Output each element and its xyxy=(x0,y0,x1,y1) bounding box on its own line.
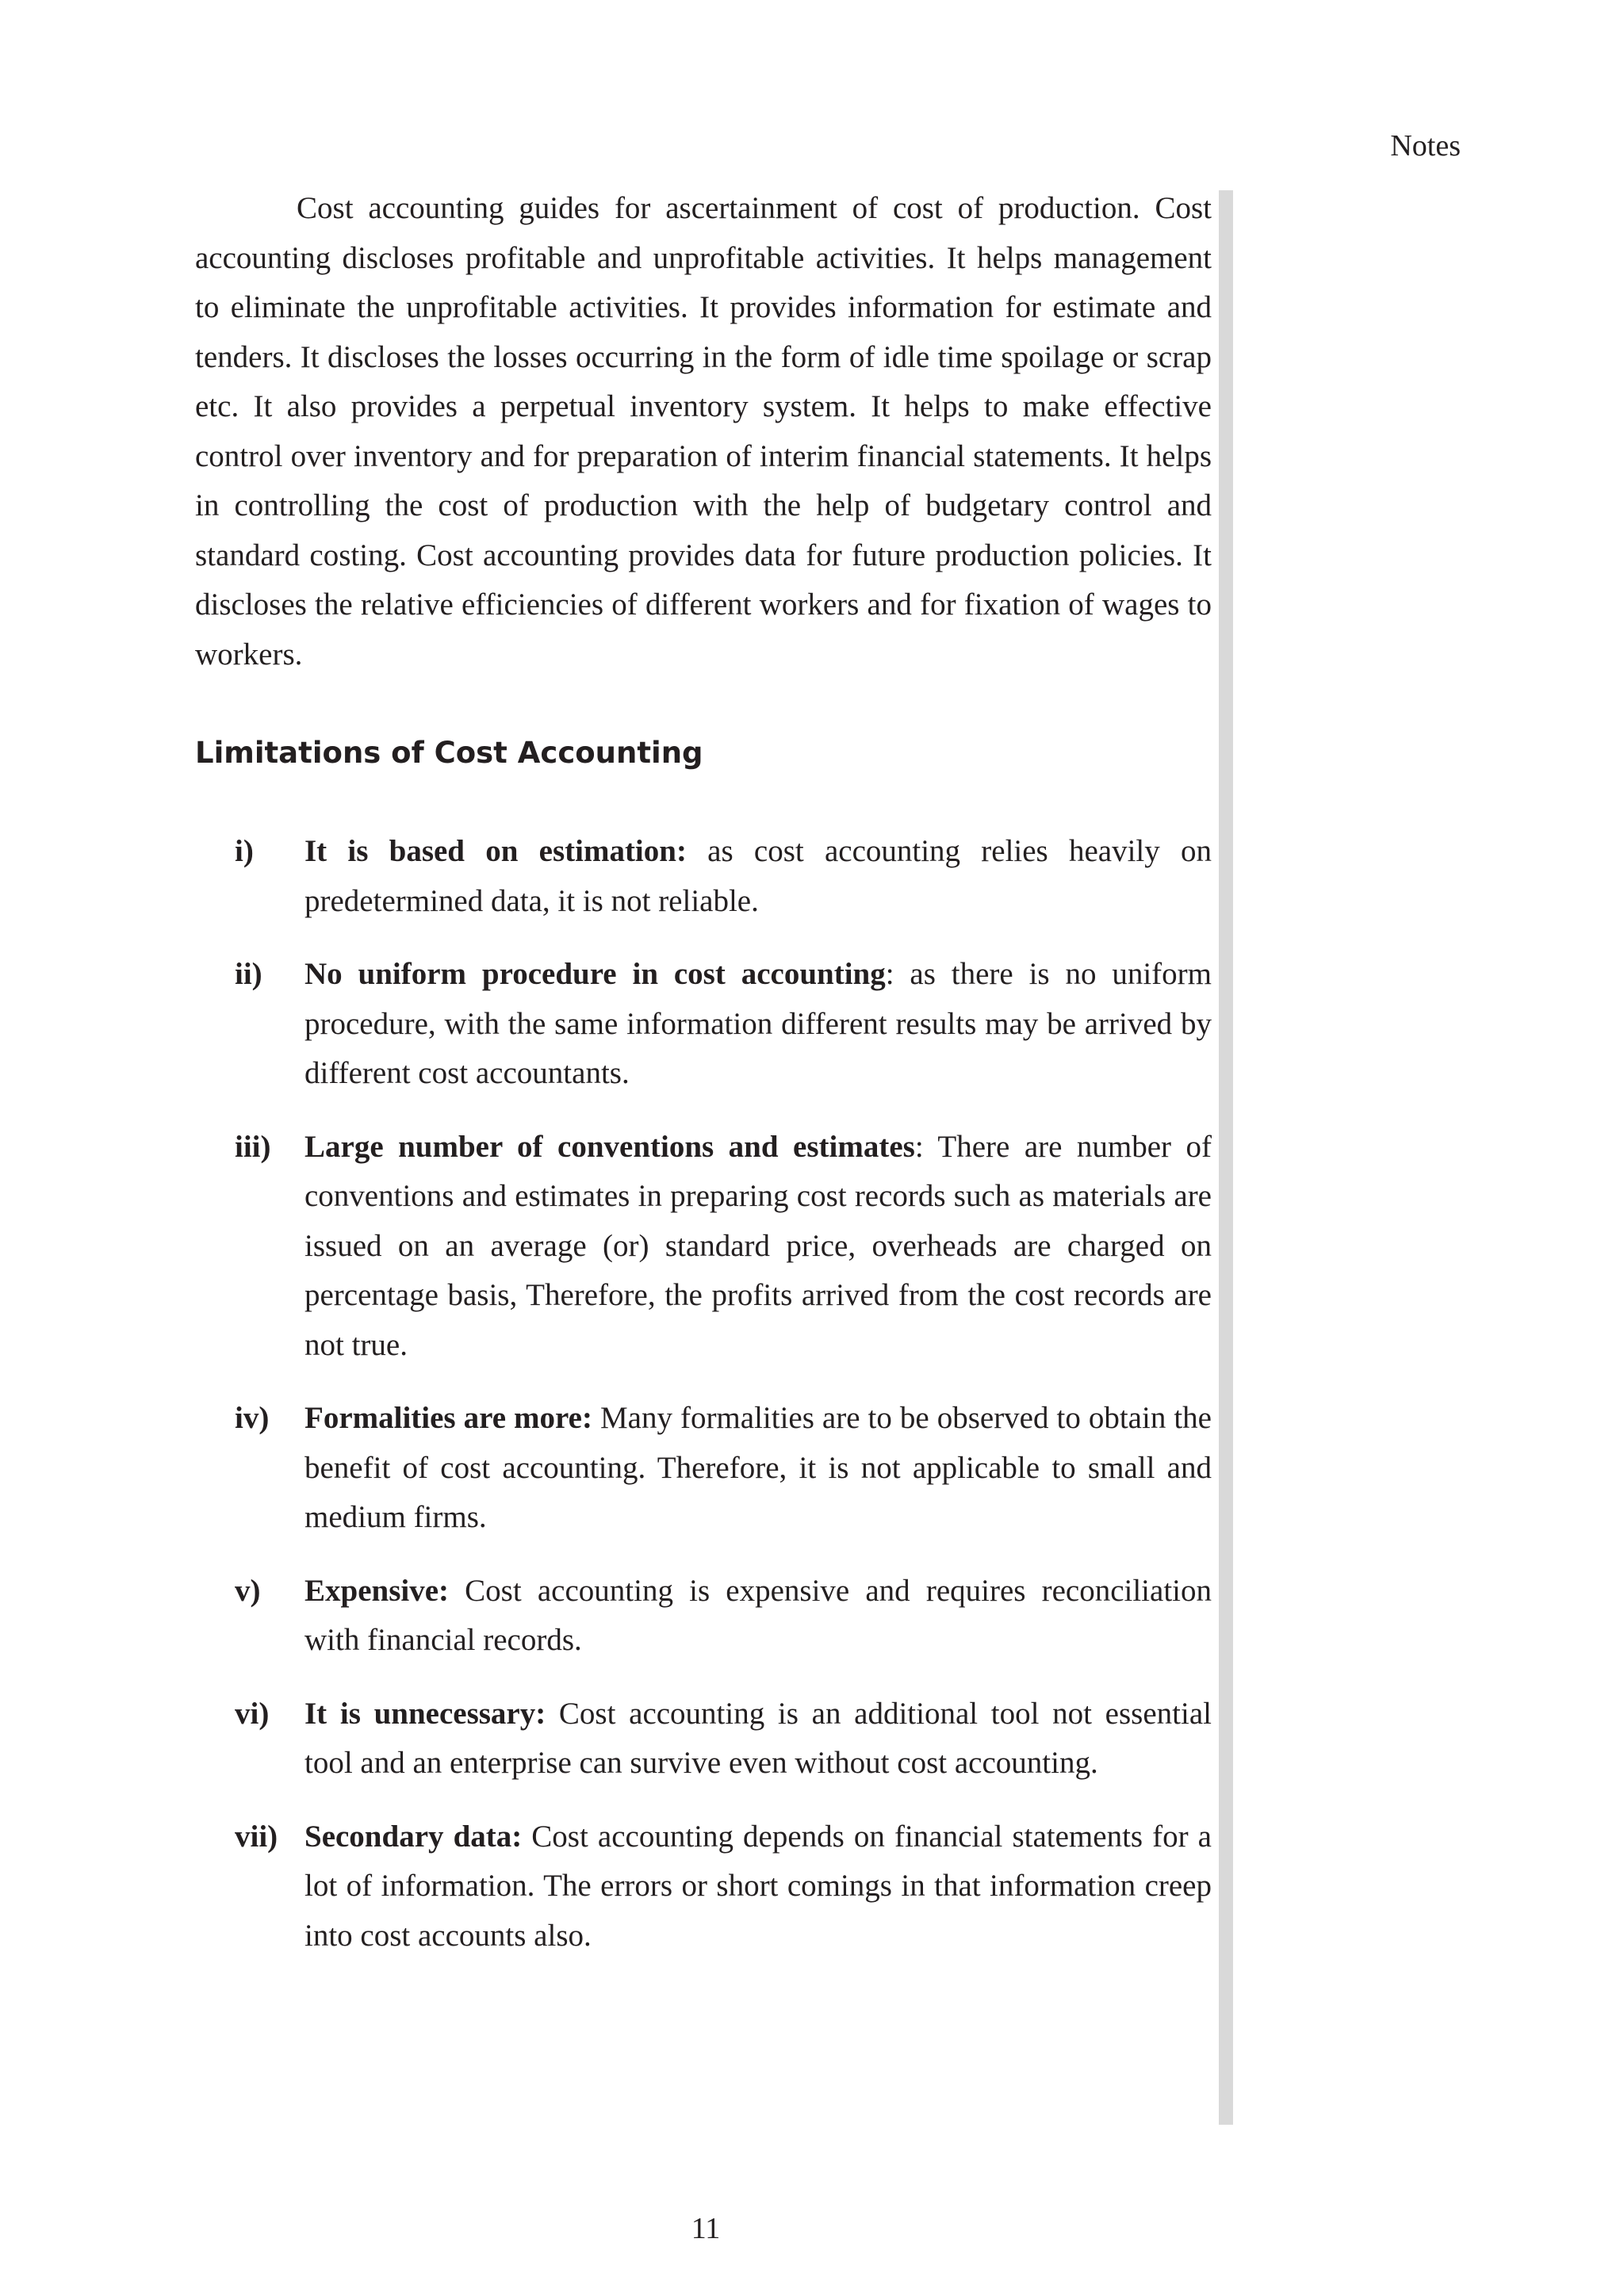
list-item-text: Cost accounting is an additional tool not essential tool and an enterprise can survive even without cost accounting. xyxy=(304,1696,1212,1780)
list-item-title: It is unnecessary: xyxy=(304,1696,546,1731)
notes-label: Notes xyxy=(1390,129,1461,163)
list-item-number: v) xyxy=(235,1573,261,1608)
list-item-number: iii) xyxy=(235,1129,271,1164)
list-item xyxy=(195,1123,1212,1371)
list-item xyxy=(195,1567,1212,1666)
list-item-number: ii) xyxy=(235,957,262,991)
list-item-title: No uniform procedure in cost accounting xyxy=(304,957,886,991)
list-item-body xyxy=(304,1689,1212,1789)
list-item-number: vi) xyxy=(235,1696,270,1731)
list-item-text: Many formalities are to be observed to obtain the benefit of cost accounting. Therefore, it is not applicable to small and medium firms. xyxy=(304,1401,1212,1534)
list-item-title: It is based on estimation: xyxy=(304,834,687,868)
list-item-title: Expensive: xyxy=(304,1573,450,1608)
list-item xyxy=(195,827,1212,926)
page-content xyxy=(195,184,1212,1984)
list-item xyxy=(195,1689,1212,1789)
list-item-body xyxy=(304,1567,1212,1666)
list-item-number: iv) xyxy=(235,1401,270,1435)
list-item-number: vii) xyxy=(235,1819,278,1854)
list-item-text: : as there is no uniform procedure, with the same information different results may be arrived by different cost accountants. xyxy=(304,957,1212,1090)
list-item xyxy=(195,1812,1212,1961)
intro-paragraph: Cost accounting guides for ascertainment of cost of production. Cost accounting discloses profitable and unprofitable activities. It helps management to eliminate the unprofitable activities. It provides information for estimate and tenders. It discloses the losses occurring in the form of idle time spoilage or scrap etc. It also provides a perpetual inventory system. It helps to make effective control over inventory and for preparation of interim financial statements. It helps in controlling the cost of production with the help of budgetary control and standard costing. Cost accounting provides data for future production policies. It discloses the relative efficiencies of different workers and for fixation of wages to workers. xyxy=(195,191,1212,672)
list-item xyxy=(195,1394,1212,1543)
list-item-text: Cost accounting is expensive and requires reconciliation with financial records. xyxy=(304,1573,1212,1657)
page-number: 11 xyxy=(691,2212,721,2245)
list-item-body xyxy=(304,1394,1212,1543)
list-item-title: Formalities are more: xyxy=(304,1401,592,1435)
margin-bar xyxy=(1219,190,1233,2125)
list-item xyxy=(195,950,1212,1099)
list-item-title: Large number of conventions and estimates xyxy=(304,1129,915,1164)
list-item-number: i) xyxy=(235,834,254,868)
list-item-body xyxy=(304,1123,1212,1371)
list-item-body xyxy=(304,950,1212,1099)
list-item-text: Cost accounting depends on financial statements for a lot of information. The errors or short comings in that information creep into cost accounts also. xyxy=(304,1819,1212,1953)
list-item-body xyxy=(304,1812,1212,1961)
list-item-title: Secondary data: xyxy=(304,1819,523,1854)
list-item-text: as cost accounting relies heavily on predetermined data, it is not reliable. xyxy=(304,834,1212,918)
section-heading: Limitations of Cost Accounting xyxy=(195,736,703,770)
limitations-list xyxy=(195,827,1212,1961)
list-item-text: : There are number of conventions and estimates in preparing cost records such as materials are issued on an average (or) standard price, overheads are charged on percentage basis, Therefore, the profits arrived from the cost records are not true. xyxy=(304,1129,1212,1362)
list-item-body xyxy=(304,827,1212,926)
